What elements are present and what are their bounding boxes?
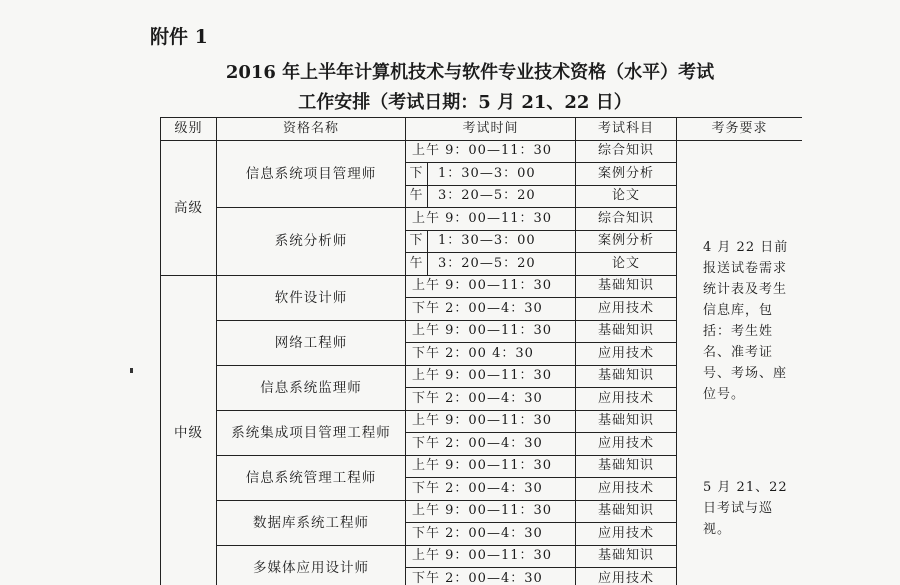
header-level: 级别 (161, 118, 217, 141)
schedule-sheet (160, 117, 802, 585)
requirements-part1: 4 月 22 日前报送试卷需求统计表及考生信息库，包括：考生姓名、准考证号、考场、座位号。 (703, 239, 789, 402)
exam-subject: 论文 (576, 185, 677, 208)
exam-subject: 基础知识 (576, 365, 677, 388)
scan-speck (130, 368, 133, 373)
document-subtitle: 工作安排（考试日期：5 月 21、22 日） (298, 92, 632, 113)
exam-subject: 应用技术 (576, 343, 677, 366)
exam-time: 下午 2：00—4：30 (406, 478, 576, 501)
exam-time: 上午 9：00—11：30 (406, 365, 576, 388)
exam-subject: 应用技术 (576, 298, 677, 321)
header-requirements: 考务要求 (677, 118, 802, 141)
exam-time: 1：30—3：00 (428, 163, 576, 186)
header-subject: 考试科目 (576, 118, 677, 141)
exam-time: 下午 2：00—4：30 (406, 388, 576, 411)
afternoon-mark-top: 下 (406, 230, 428, 253)
afternoon-mark-bottom: 午 (406, 253, 428, 276)
exam-time: 下午 2：00—4：30 (406, 568, 576, 585)
afternoon-mark-bottom: 午 (406, 185, 428, 208)
exam-time: 上午 9：00—11：30 (406, 500, 576, 523)
attachment-label: 附件 1 (150, 26, 208, 48)
header-time: 考试时间 (406, 118, 576, 141)
table-row (161, 140, 803, 163)
qualification-name: 系统分析师 (217, 208, 406, 276)
qualification-name: 多媒体应用设计师 (217, 545, 406, 585)
exam-time: 下午 2：00—4：30 (406, 433, 576, 456)
exam-subject: 基础知识 (576, 320, 677, 343)
qualification-name: 信息系统项目管理师 (217, 140, 406, 208)
exam-subject: 综合知识 (576, 140, 677, 163)
exam-time: 上午 9：00—11：30 (406, 275, 576, 298)
header-name: 资格名称 (217, 118, 406, 141)
qualification-name: 信息系统监理师 (217, 365, 406, 410)
exam-time: 上午 9：00—11：30 (406, 410, 576, 433)
exam-subject: 应用技术 (576, 568, 677, 585)
exam-time: 上午 9：00—11：30 (406, 320, 576, 343)
exam-subject: 案例分析 (576, 230, 677, 253)
exam-time: 下午 2：00—4：30 (406, 298, 576, 321)
exam-subject: 基础知识 (576, 275, 677, 298)
qualification-name: 系统集成项目管理工程师 (217, 410, 406, 455)
requirements-cell (677, 140, 802, 585)
exam-subject: 应用技术 (576, 433, 677, 456)
exam-subject: 应用技术 (576, 523, 677, 546)
exam-time: 上午 9：00—11：30 (406, 208, 576, 231)
level-intermediate: 中级 (161, 275, 217, 585)
qualification-name: 网络工程师 (217, 320, 406, 365)
exam-subject: 论文 (576, 253, 677, 276)
qualification-name: 软件设计师 (217, 275, 406, 320)
exam-time: 下午 2：00 4：30 (406, 343, 576, 366)
document-title: 2016 年上半年计算机技术与软件专业技术资格（水平）考试 (225, 62, 715, 83)
afternoon-mark-top: 下 (406, 163, 428, 186)
exam-time: 1：30—3：00 (428, 230, 576, 253)
exam-subject: 基础知识 (576, 410, 677, 433)
exam-subject: 基础知识 (576, 545, 677, 568)
header-row (161, 118, 803, 141)
exam-time: 上午 9：00—11：30 (406, 545, 576, 568)
exam-schedule-table (160, 117, 802, 585)
exam-subject: 综合知识 (576, 208, 677, 231)
exam-subject: 基础知识 (576, 500, 677, 523)
requirements-part2: 5 月 21、22 日考试与巡视。 (703, 479, 788, 537)
level-senior: 高级 (161, 140, 217, 275)
exam-subject: 案例分析 (576, 163, 677, 186)
qualification-name: 数据库系统工程师 (217, 500, 406, 545)
exam-time: 上午 9：00—11：30 (406, 455, 576, 478)
qualification-name: 信息系统管理工程师 (217, 455, 406, 500)
exam-time: 3：20—5：20 (428, 185, 576, 208)
exam-subject: 基础知识 (576, 455, 677, 478)
exam-time: 3：20—5：20 (428, 253, 576, 276)
exam-time: 上午 9：00—11：30 (406, 140, 576, 163)
exam-subject: 应用技术 (576, 478, 677, 501)
exam-subject: 应用技术 (576, 388, 677, 411)
exam-time: 下午 2：00—4：30 (406, 523, 576, 546)
